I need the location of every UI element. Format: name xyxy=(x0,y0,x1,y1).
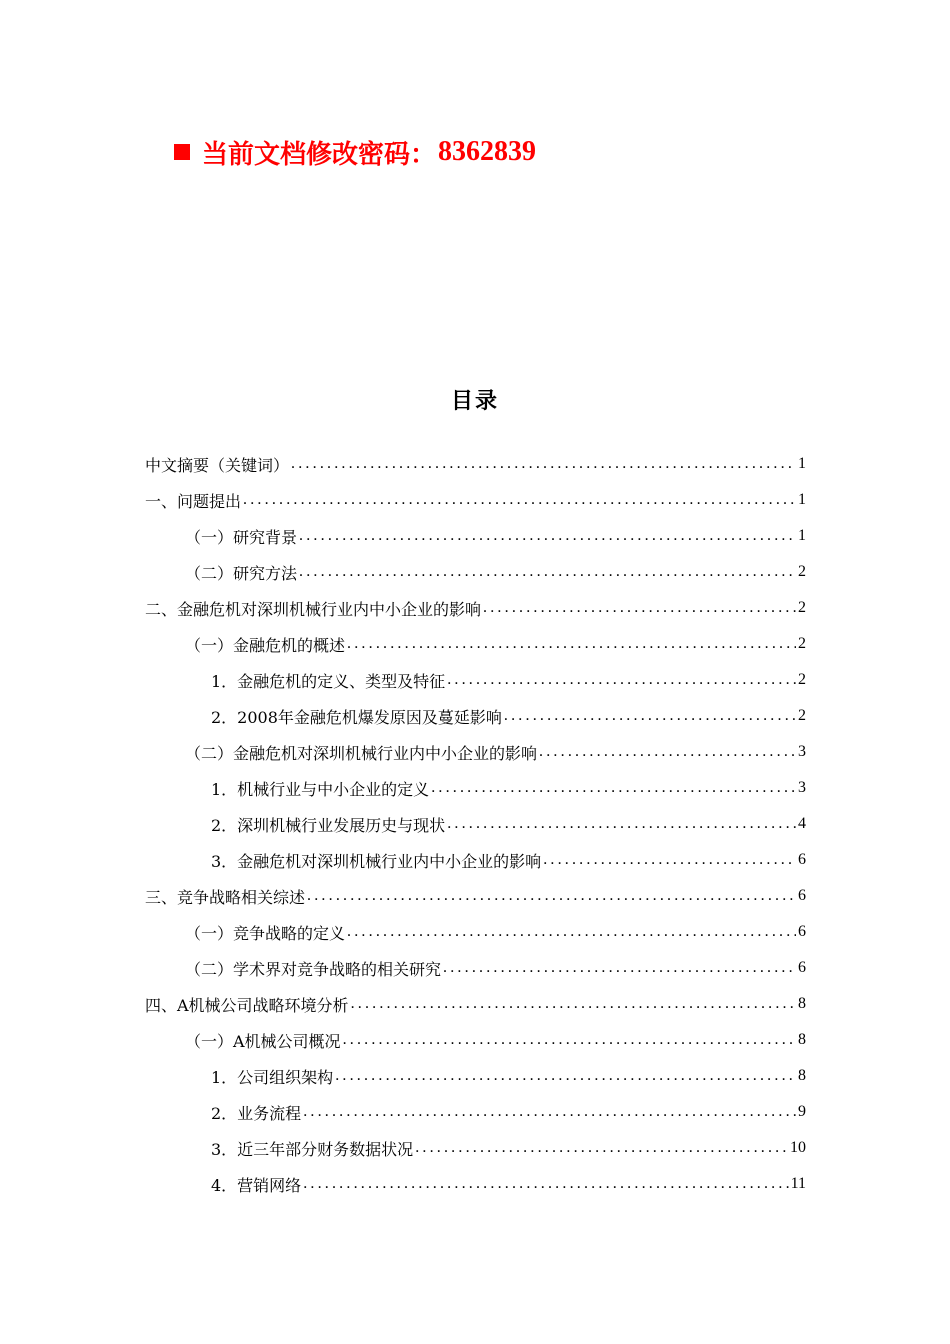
toc-entry-text: （二）学术界对竞争战略的相关研究 xyxy=(185,959,442,979)
toc-page-number: 8 xyxy=(798,1031,806,1048)
toc-entry[interactable] xyxy=(145,1166,806,1202)
toc-entry[interactable] xyxy=(145,734,806,770)
toc-entry-text: 三、竞争战略相关综述 xyxy=(145,887,306,907)
toc-entry[interactable] xyxy=(145,1130,806,1166)
toc-entry[interactable] xyxy=(145,590,806,626)
toc-dot-leader xyxy=(299,563,796,581)
toc-entry[interactable] xyxy=(145,914,806,950)
toc-page-number: 2 xyxy=(798,563,806,580)
toc-dot-leader xyxy=(303,1103,796,1121)
toc-page-number: 4 xyxy=(798,815,806,832)
toc-entry[interactable] xyxy=(145,554,806,590)
toc-entry[interactable] xyxy=(145,518,806,554)
toc-entry-text: 1．公司组织架构 xyxy=(211,1067,334,1087)
toc-entry-text: 1．金融危机的定义、类型及特征 xyxy=(211,671,446,691)
toc-entry[interactable] xyxy=(145,842,806,878)
toc-entry[interactable] xyxy=(145,698,806,734)
toc-dot-leader xyxy=(335,1067,796,1085)
toc-page-number: 6 xyxy=(798,887,806,904)
toc-page-number: 2 xyxy=(798,635,806,652)
toc-entry-text: 一、问题提出 xyxy=(145,491,242,511)
toc-entry[interactable] xyxy=(145,878,806,914)
toc-page-number: 9 xyxy=(798,1103,806,1120)
password-value: 8362839 xyxy=(438,136,537,167)
toc-dot-leader xyxy=(347,923,796,941)
toc-entry[interactable] xyxy=(145,446,806,482)
toc-dot-leader xyxy=(291,455,796,473)
square-bullet-icon xyxy=(174,144,190,160)
toc-entry[interactable] xyxy=(145,1022,806,1058)
toc-entry-text: 中文摘要（关键词） xyxy=(145,455,290,475)
toc-dot-leader xyxy=(447,815,796,833)
toc-entry-text: 3．金融危机对深圳机械行业内中小企业的影响 xyxy=(211,851,542,871)
toc-dot-leader xyxy=(347,635,796,653)
toc-entry[interactable] xyxy=(145,986,806,1022)
toc-entry-text: 四、A机械公司战略环境分析 xyxy=(145,995,349,1015)
toc-entry-text: （一）A机械公司概况 xyxy=(185,1031,341,1051)
toc-entry-text: （一）竞争战略的定义 xyxy=(185,923,346,943)
toc-dot-leader xyxy=(299,527,796,545)
toc-dot-leader xyxy=(431,779,796,797)
toc-dot-leader xyxy=(483,599,796,617)
toc-page-number: 8 xyxy=(798,1067,806,1084)
toc-entry[interactable] xyxy=(145,1094,806,1130)
toc-page-number: 1 xyxy=(798,527,806,544)
toc-dot-leader xyxy=(243,491,796,509)
document-password-notice xyxy=(174,132,536,172)
toc-page-number: 6 xyxy=(798,851,806,868)
toc-entry-text: 1．机械行业与中小企业的定义 xyxy=(211,779,430,799)
toc-entry-text: （一）研究背景 xyxy=(185,527,298,547)
toc-entry-text: （二）研究方法 xyxy=(185,563,298,583)
toc-entry-text: 2．深圳机械行业发展历史与现状 xyxy=(211,815,446,835)
toc-dot-leader xyxy=(539,743,796,761)
toc-entry-text: 3．近三年部分财务数据状况 xyxy=(211,1139,414,1159)
toc-title: 目录 xyxy=(450,389,499,414)
toc-entry-text: 2．业务流程 xyxy=(211,1103,302,1123)
toc-entry[interactable] xyxy=(145,1058,806,1094)
toc-dot-leader xyxy=(443,959,796,977)
toc-page-number: 11 xyxy=(790,1175,806,1192)
toc-entry-text: （二）金融危机对深圳机械行业内中小企业的影响 xyxy=(185,743,538,763)
toc-entry[interactable] xyxy=(145,806,806,842)
toc-page-number: 3 xyxy=(798,779,806,796)
table-of-contents xyxy=(145,446,806,1202)
toc-entry[interactable] xyxy=(145,662,806,698)
toc-page-number: 6 xyxy=(798,923,806,940)
toc-page-number: 2 xyxy=(798,599,806,616)
password-label: 当前文档修改密码： xyxy=(202,139,437,170)
toc-dot-leader xyxy=(307,887,796,905)
toc-entry-text: 2．2008年金融危机爆发原因及蔓延影响 xyxy=(211,707,502,727)
toc-page-number: 10 xyxy=(790,1139,806,1156)
toc-entry[interactable] xyxy=(145,626,806,662)
toc-dot-leader xyxy=(415,1139,788,1157)
toc-entry-text: （一）金融危机的概述 xyxy=(185,635,346,655)
toc-page-number: 1 xyxy=(798,455,806,472)
toc-page-number: 1 xyxy=(798,491,806,508)
toc-dot-leader xyxy=(343,1031,796,1049)
toc-page-number: 8 xyxy=(798,995,806,1012)
toc-dot-leader xyxy=(504,707,796,725)
toc-entry[interactable] xyxy=(145,770,806,806)
toc-entry[interactable] xyxy=(145,950,806,986)
toc-page-number: 2 xyxy=(798,707,806,724)
toc-dot-leader xyxy=(303,1175,788,1193)
toc-entry-text: 4．营销网络 xyxy=(211,1175,302,1195)
toc-dot-leader xyxy=(543,851,796,869)
toc-dot-leader xyxy=(447,671,796,689)
toc-page-number: 6 xyxy=(798,959,806,976)
toc-page-number: 2 xyxy=(798,671,806,688)
toc-entry-text: 二、金融危机对深圳机械行业内中小企业的影响 xyxy=(145,599,482,619)
toc-page-number: 3 xyxy=(798,743,806,760)
toc-entry[interactable] xyxy=(145,482,806,518)
toc-dot-leader xyxy=(351,995,796,1013)
